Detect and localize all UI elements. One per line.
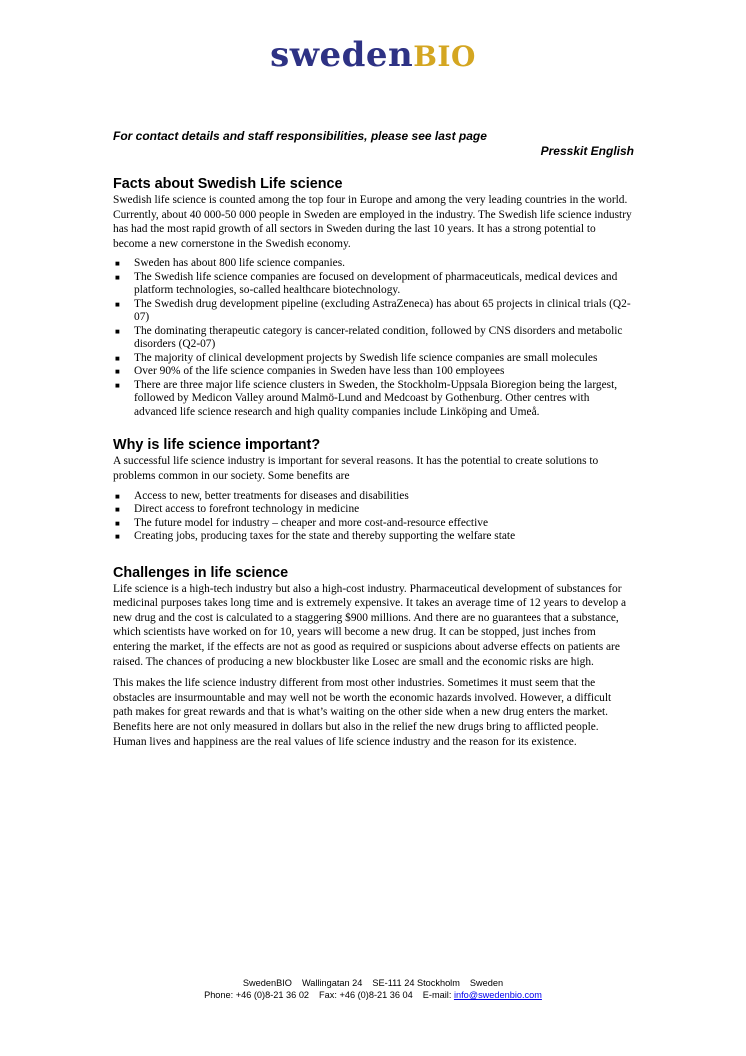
logo-bio-text: BIO — [413, 40, 476, 73]
logo-sweden-text: sweden — [270, 35, 414, 75]
bullet-icon: ■ — [115, 259, 120, 269]
bullet-icon: ■ — [115, 353, 120, 363]
swedenbio-logo — [0, 35, 746, 75]
list-item: ■ The Swedish drug development pipeline (excluding AstraZeneca) has about 65 projects in clinical trials (Q2-07) — [115, 297, 631, 324]
bullet-icon: ■ — [115, 272, 120, 282]
footer-fax: Fax: +46 (0)8-21 36 04 — [319, 990, 413, 1000]
footer-country: Sweden — [469, 978, 504, 988]
footer-email-link[interactable]: info@swedenbio.com — [453, 990, 542, 1000]
list-item: ■ There are three major life science clusters in Sweden, the Stockholm-Uppsala Bioregion being the largest, followed by Medicon Valley around Malmö-Lund and Medcoast by Gothenburg. Other centres with advanced life science research and high quality companies include Linköping and Umeå. — [115, 378, 618, 418]
list-item: ■ The dominating therapeutic category is cancer-related condition, followed by CNS disorders and metabolic disorders (Q2-07) — [115, 324, 623, 351]
challenges-section — [113, 565, 633, 750]
bullet-icon: ■ — [115, 532, 120, 542]
bullet-icon: ■ — [115, 491, 120, 501]
list-item: ■ Access to new, better treatments for diseases and disabilities — [115, 489, 409, 502]
list-item: ■ The future model for industry – cheaper and more cost-and-resource effective — [115, 516, 489, 529]
facts-section — [113, 176, 633, 419]
facts-heading: Facts about Swedish Life science — [113, 176, 343, 192]
list-item: ■ Creating jobs, producing taxes for the state and thereby supporting the welfare state — [115, 530, 516, 543]
challenges-paragraph-2: This makes the life science industry different from most other industries. Sometimes it must seem that the obstacles are insurmountable and may well not be worth the economic hazards involved. However, a difficult path makes for great rewards and that is what’s waiting on the other side when a new drug enters the market. Benefits here are not only measured in dollars but also in the relief the new drugs bring to afflicted people. Human lives and happiness are the real values of life science industry and the reason for its existence. — [113, 677, 612, 748]
footer-contact-line — [0, 989, 746, 1001]
page-footer — [0, 977, 746, 1001]
bullet-icon: ■ — [115, 380, 120, 390]
bullet-icon: ■ — [115, 299, 120, 309]
footer-street: Wallingatan 24 — [301, 978, 363, 988]
list-item: ■ Direct access to forefront technology in medicine — [115, 503, 360, 516]
list-item: ■ The Swedish life science companies are focused on development of pharmaceuticals, medical devices and platform technologies, so-called healthcare biotechnology. — [115, 270, 618, 297]
facts-list — [113, 257, 633, 419]
list-item: ■ Sweden has about 800 life science companies. — [115, 257, 345, 270]
bullet-icon: ■ — [115, 367, 120, 377]
list-item: ■ Over 90% of the life science companies in Sweden have less than 100 employees — [115, 365, 505, 378]
facts-intro: Swedish life science is counted among the top four in Europe and among the very leading countries in the world. Currently, about 40 000-50 000 people in Sweden are employed in the industry. The Swedish life science industry has had the most rapid growth of all sectors in Sweden during the last 10 years. It has a strong potential to become a new cornerstone in the Swedish economy. — [113, 194, 632, 250]
footer-email-label: E-mail: — [422, 990, 452, 1000]
contact-note: For contact details and staff responsibilities, please see last page — [113, 129, 487, 143]
bullet-icon: ■ — [115, 518, 120, 528]
list-item: ■ The majority of clinical development projects by Swedish life science companies are small molecules — [115, 351, 598, 364]
challenges-paragraph-1: Life science is a high-tech industry but also a high-cost industry. Pharmaceutical development of substances for medicinal purposes takes long time and is extremely expensive. It takes an average time of 12 years to develop a new drug and the cost is calculated to a staggering $900 millions. And there are no guarantees that a substance, which scientists have worked on for 10, years will become a new drug. It can be stopped, just inches from entering the market, if the effects are not as good as required or suspicions about adverse effects on patients are raised. The chances of producing a new blockbuster like Losec are small and the economic risks are high. — [113, 582, 627, 668]
footer-postal: SE-111 24 Stockholm — [372, 978, 460, 988]
why-intro: A successful life science industry is important for several reasons. It has the potential to create solutions to problems common in our society. Some benefits are — [113, 455, 599, 482]
bullet-icon: ■ — [115, 505, 120, 515]
document-body — [113, 176, 633, 749]
footer-company: SwedenBIO — [242, 978, 292, 988]
presskit-label: Presskit English — [540, 144, 634, 158]
footer-phone: Phone: +46 (0)8-21 36 02 — [204, 990, 310, 1000]
challenges-heading: Challenges in life science — [113, 564, 289, 581]
bullet-icon: ■ — [115, 326, 120, 336]
why-section — [113, 437, 633, 543]
footer-address-line — [0, 977, 746, 989]
benefits-list — [113, 490, 633, 544]
why-heading: Why is life science important? — [113, 437, 321, 454]
